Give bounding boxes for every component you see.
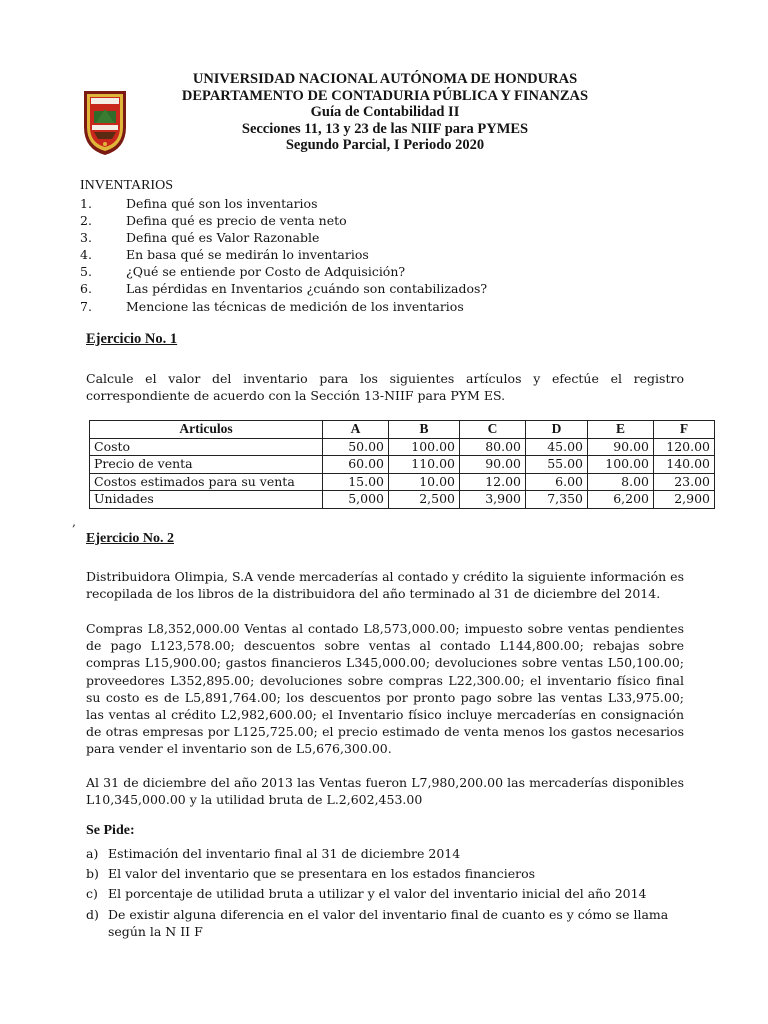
document-header: [140, 71, 630, 154]
header-sections: Secciones 11, 13 y 23 de las NIIF para PYMES: [241, 120, 529, 137]
list-item: 2. Defina qué es precio de venta neto: [80, 213, 347, 229]
tasks-list: [86, 845, 698, 943]
university-seal-icon: [82, 87, 128, 157]
exercise2-paragraph-3: Al 31 de diciembre del año 2013 las Ventas fueron L7,980,200.00 las mercaderías disponibles L10,345,000.00 y la utilidad bruta de L.2,602,453.00: [86, 775, 684, 808]
header-guide: Guía de Contabilidad II: [310, 104, 460, 120]
list-item: c) El porcentaje de utilidad bruta a utilizar y el valor del inventario inicial del año 2014: [86, 886, 647, 902]
exercise2-title: Ejercicio No. 2: [86, 531, 174, 546]
exercise1-title: Ejercicio No. 1: [86, 331, 178, 347]
stray-mark: ‚: [72, 515, 76, 529]
exercise1-intro: Calcule el valor del inventario para los siguientes artículos y efectúe el registro correspondiente de acuerdo con la Sección 13-NIIF para PYM ES.: [86, 371, 684, 404]
table-row: Precio de venta 60.00 110.00 90.00 55.00 100.00 140.00: [90, 456, 715, 474]
section-title: INVENTARIOS: [80, 178, 173, 193]
questions-list: [80, 195, 487, 315]
list-item: 3. Defina qué es Valor Razonable: [80, 230, 320, 246]
table-row: Costos estimados para su venta 15.00 10.00 12.00 6.00 8.00 23.00: [90, 473, 715, 491]
header-department: DEPARTAMENTO DE CONTADURIA PÚBLICA Y FINANZAS: [181, 87, 589, 104]
list-item: 7. Mencione las técnicas de medición de los inventarios: [80, 298, 464, 314]
exercise2-paragraph-2: Compras L8,352,000.00 Ventas al contado L8,573,000.00; impuesto sobre ventas pendientes de pago L123,578.00; descuentos sobre ventas al contado L144,800.00; rebajas sobre compras L15,900.00; gastos financieros L345,000.00; devoluciones sobre ventas L50,100.00; proveedores L352,895.00; devoluciones sobre compras L22,300.00; el inventario físico final su costo es de L5,891,764.00; los descuentos por pronto pago sobre las ventas L33,975.00; las ventas al crédito L2,982,600.00; el Inventario físico incluye mercaderías en consignación de otras empresas por L125,725.00; el precio estimado de venta menos los gastos necesarios para vender el inventario son de L5,676,300.00.: [86, 621, 684, 757]
list-item: a) Estimación del inventario final al 31 de diciembre 2014: [86, 846, 461, 861]
table-row: Costo 50.00 100.00 80.00 45.00 90.00 120.00: [90, 438, 715, 456]
list-item: 4. En basa qué se medirán lo inventarios: [80, 247, 369, 263]
header-university: UNIVERSIDAD NACIONAL AUTÓNOMA DE HONDURAS: [192, 71, 578, 87]
table-row: Unidades 5,000 2,500 3,900 7,350 6,200 2,900: [90, 491, 715, 509]
list-item: 1. Defina qué son los inventarios: [80, 196, 318, 211]
header-period: Segundo Parcial, I Periodo 2020: [285, 137, 485, 153]
inventory-table: [89, 420, 715, 509]
list-item: b) El valor del inventario que se presentara en los estados financieros: [86, 866, 536, 882]
list-item: 5. ¿Qué se entiende por Costo de Adquisición?: [80, 264, 406, 280]
exercise2-paragraph-1: Distribuidora Olimpia, S.A vende mercaderías al contado y crédito la siguiente información es recopilada de los libros de la distribuidora del año terminado al 31 de diciembre del 2014.: [86, 569, 684, 602]
table-header-row: Articulos A B C D E F: [90, 421, 715, 439]
list-item: d) De existir alguna diferencia en el valor del inventario final de cuanto es y cómo se llama según la N II F: [86, 906, 669, 939]
list-item: 6. Las pérdidas en Inventarios ¿cuándo son contabilizados?: [80, 281, 488, 297]
se-pide-heading: Se Pide:: [86, 823, 135, 838]
